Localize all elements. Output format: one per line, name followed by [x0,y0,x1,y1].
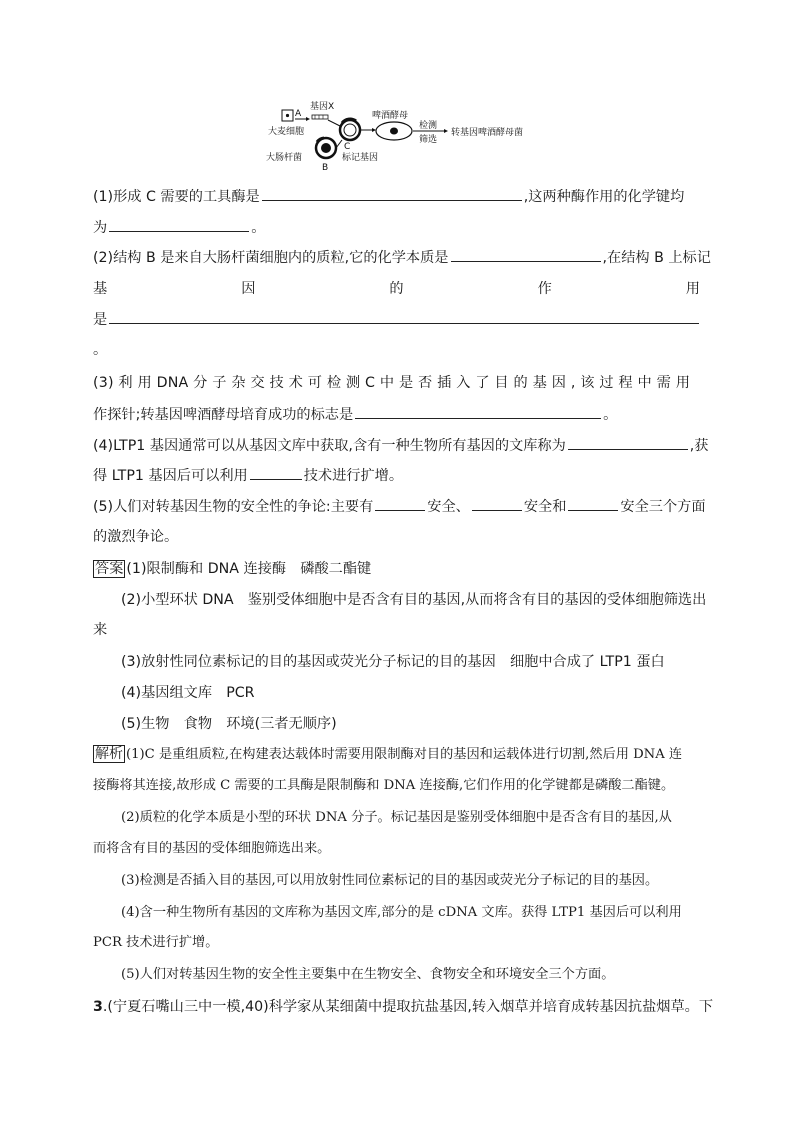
analysis-line-1: 解析 (1)C 是重组质粒,在构建表达载体时需要用限制酶对目的基因和运载体进行切割,然后用 DNA 连 [95,746,683,762]
screen-label: 筛选 [419,135,438,145]
result-label: 转基因啤酒酵母菌 [451,128,524,138]
analysis-tag: 解析 [95,746,123,762]
question-3-line-1: (3) 利 用 DNA 分 子 杂 交 技 术 可 检 测 C 中 是 否 插 入 了 目 的 基 因 , 该 过 程 中 需 用 [93,375,691,391]
question-4-line-1: (4)LTP1 基因通常可以从基因文库中获取,含有一种生物所有基因的文库称为 ,获 [93,435,700,456]
answer-line-5: (4)基因组文库 PCR [121,685,255,701]
question-2-line-3: 是 [93,309,700,330]
q5-blank-2 [472,496,522,511]
answer-line-4: (3)放射性同位素标记的目的基因或荧光分子标记的目的基因 细胞中合成了 LTP1 蛋白 [121,654,665,670]
question-4-line-2: 得 LTP1 基因后可以利用 技术进行扩增。 [93,465,700,486]
analysis-line-5: (3)检测是否插入目的基因,可以用放射性同位素标记的目的基因或荧光分子标记的目的基因。 [121,873,659,888]
question-2-line-4: 。 [93,342,108,358]
answer-line-1: 答案 (1)限制酶和 DNA 连接酶 磷酸二酯键 [95,561,372,577]
q1-blank-2 [109,217,249,232]
q4-blank-2 [250,465,302,480]
question-1-line-1: (1)形成 C 需要的工具酶是 ,这两种酶作用的化学键均 [93,186,700,207]
analysis-line-3: (2)质粒的化学本质是小型的环状 DNA 分子。标记基因是鉴别受体细胞中是否含有目的基因,从 [121,810,672,825]
answer-line-6: (5)生物 食物 环境(三者无顺序) [121,716,337,732]
question-3-line-2: 作探针;转基因啤酒酵母培育成功的标志是 。 [93,404,700,425]
q2-blank-1 [451,247,601,262]
label-a: A [295,109,302,119]
barley-cell-label: 大麦细胞 [268,127,305,137]
question-5-line-1: (5)人们对转基因生物的安全性的争论:主要有 安全、 安全和 安全三个方面 [93,496,700,517]
question-2-line-2: 基 因 的 作 用 [93,281,700,297]
next-question-line: 3.(宁夏石嘴山三中一模,40)科学家从某细菌中提取抗盐基因,转入烟草并培育成转基因抗盐烟草。下 [93,999,714,1015]
answer-tag: 答案 [95,561,124,577]
analysis-line-4: 而将含有目的基因的受体细胞筛选出来。 [93,841,331,856]
gene-x-label: 基因X [310,102,335,112]
answer-line-2: (2)小型环状 DNA 鉴别受体细胞中是否含有目的基因,从而将含有目的基因的受体细胞筛选出 [121,592,707,608]
q3-blank [355,404,601,419]
gene-x-segment [312,115,328,119]
q1-blank-1 [262,186,522,201]
question-5-line-2: 的激烈争论。 [93,529,179,545]
analysis-line-8: (5)人们对转基因生物的安全性主要集中在生物安全、食物安全和环境安全三个方面。 [121,967,615,982]
q5-blank-3 [568,496,618,511]
analysis-line-2: 接酶将其连接,故形成 C 需要的工具酶是限制酶和 DNA 连接酶,它们作用的化学键都是磷酸二酯键。 [93,778,675,793]
question-number: 3 [93,999,103,1015]
ecoli-label: 大肠杆菌 [266,153,303,163]
genetic-engineering-diagram [260,100,540,172]
marker-gene-label: 标记基因 [342,153,379,163]
analysis-line-6: (4)含一种生物所有基因的文库称为基因文库,部分的是 cDNA 文库。获得 LTP1 基因后可以利用 [121,905,682,920]
answer-line-3: 来 [93,622,108,638]
analysis-line-7: PCR 技术进行扩增。 [93,935,219,950]
q4-blank-1 [568,435,688,450]
detect-label: 检测 [419,121,438,131]
question-1-line-2: 为 。 [93,217,700,238]
label-c: C [344,142,351,152]
q2-blank-2 [109,309,699,324]
question-2-line-1: (2)结构 B 是来自大肠杆菌细胞内的质粒,它的化学本质是 ,在结构 B 上标记 [93,247,700,268]
q5-blank-1 [375,496,425,511]
label-b: B [322,163,329,172]
yeast-label: 啤酒酵母 [372,111,409,121]
